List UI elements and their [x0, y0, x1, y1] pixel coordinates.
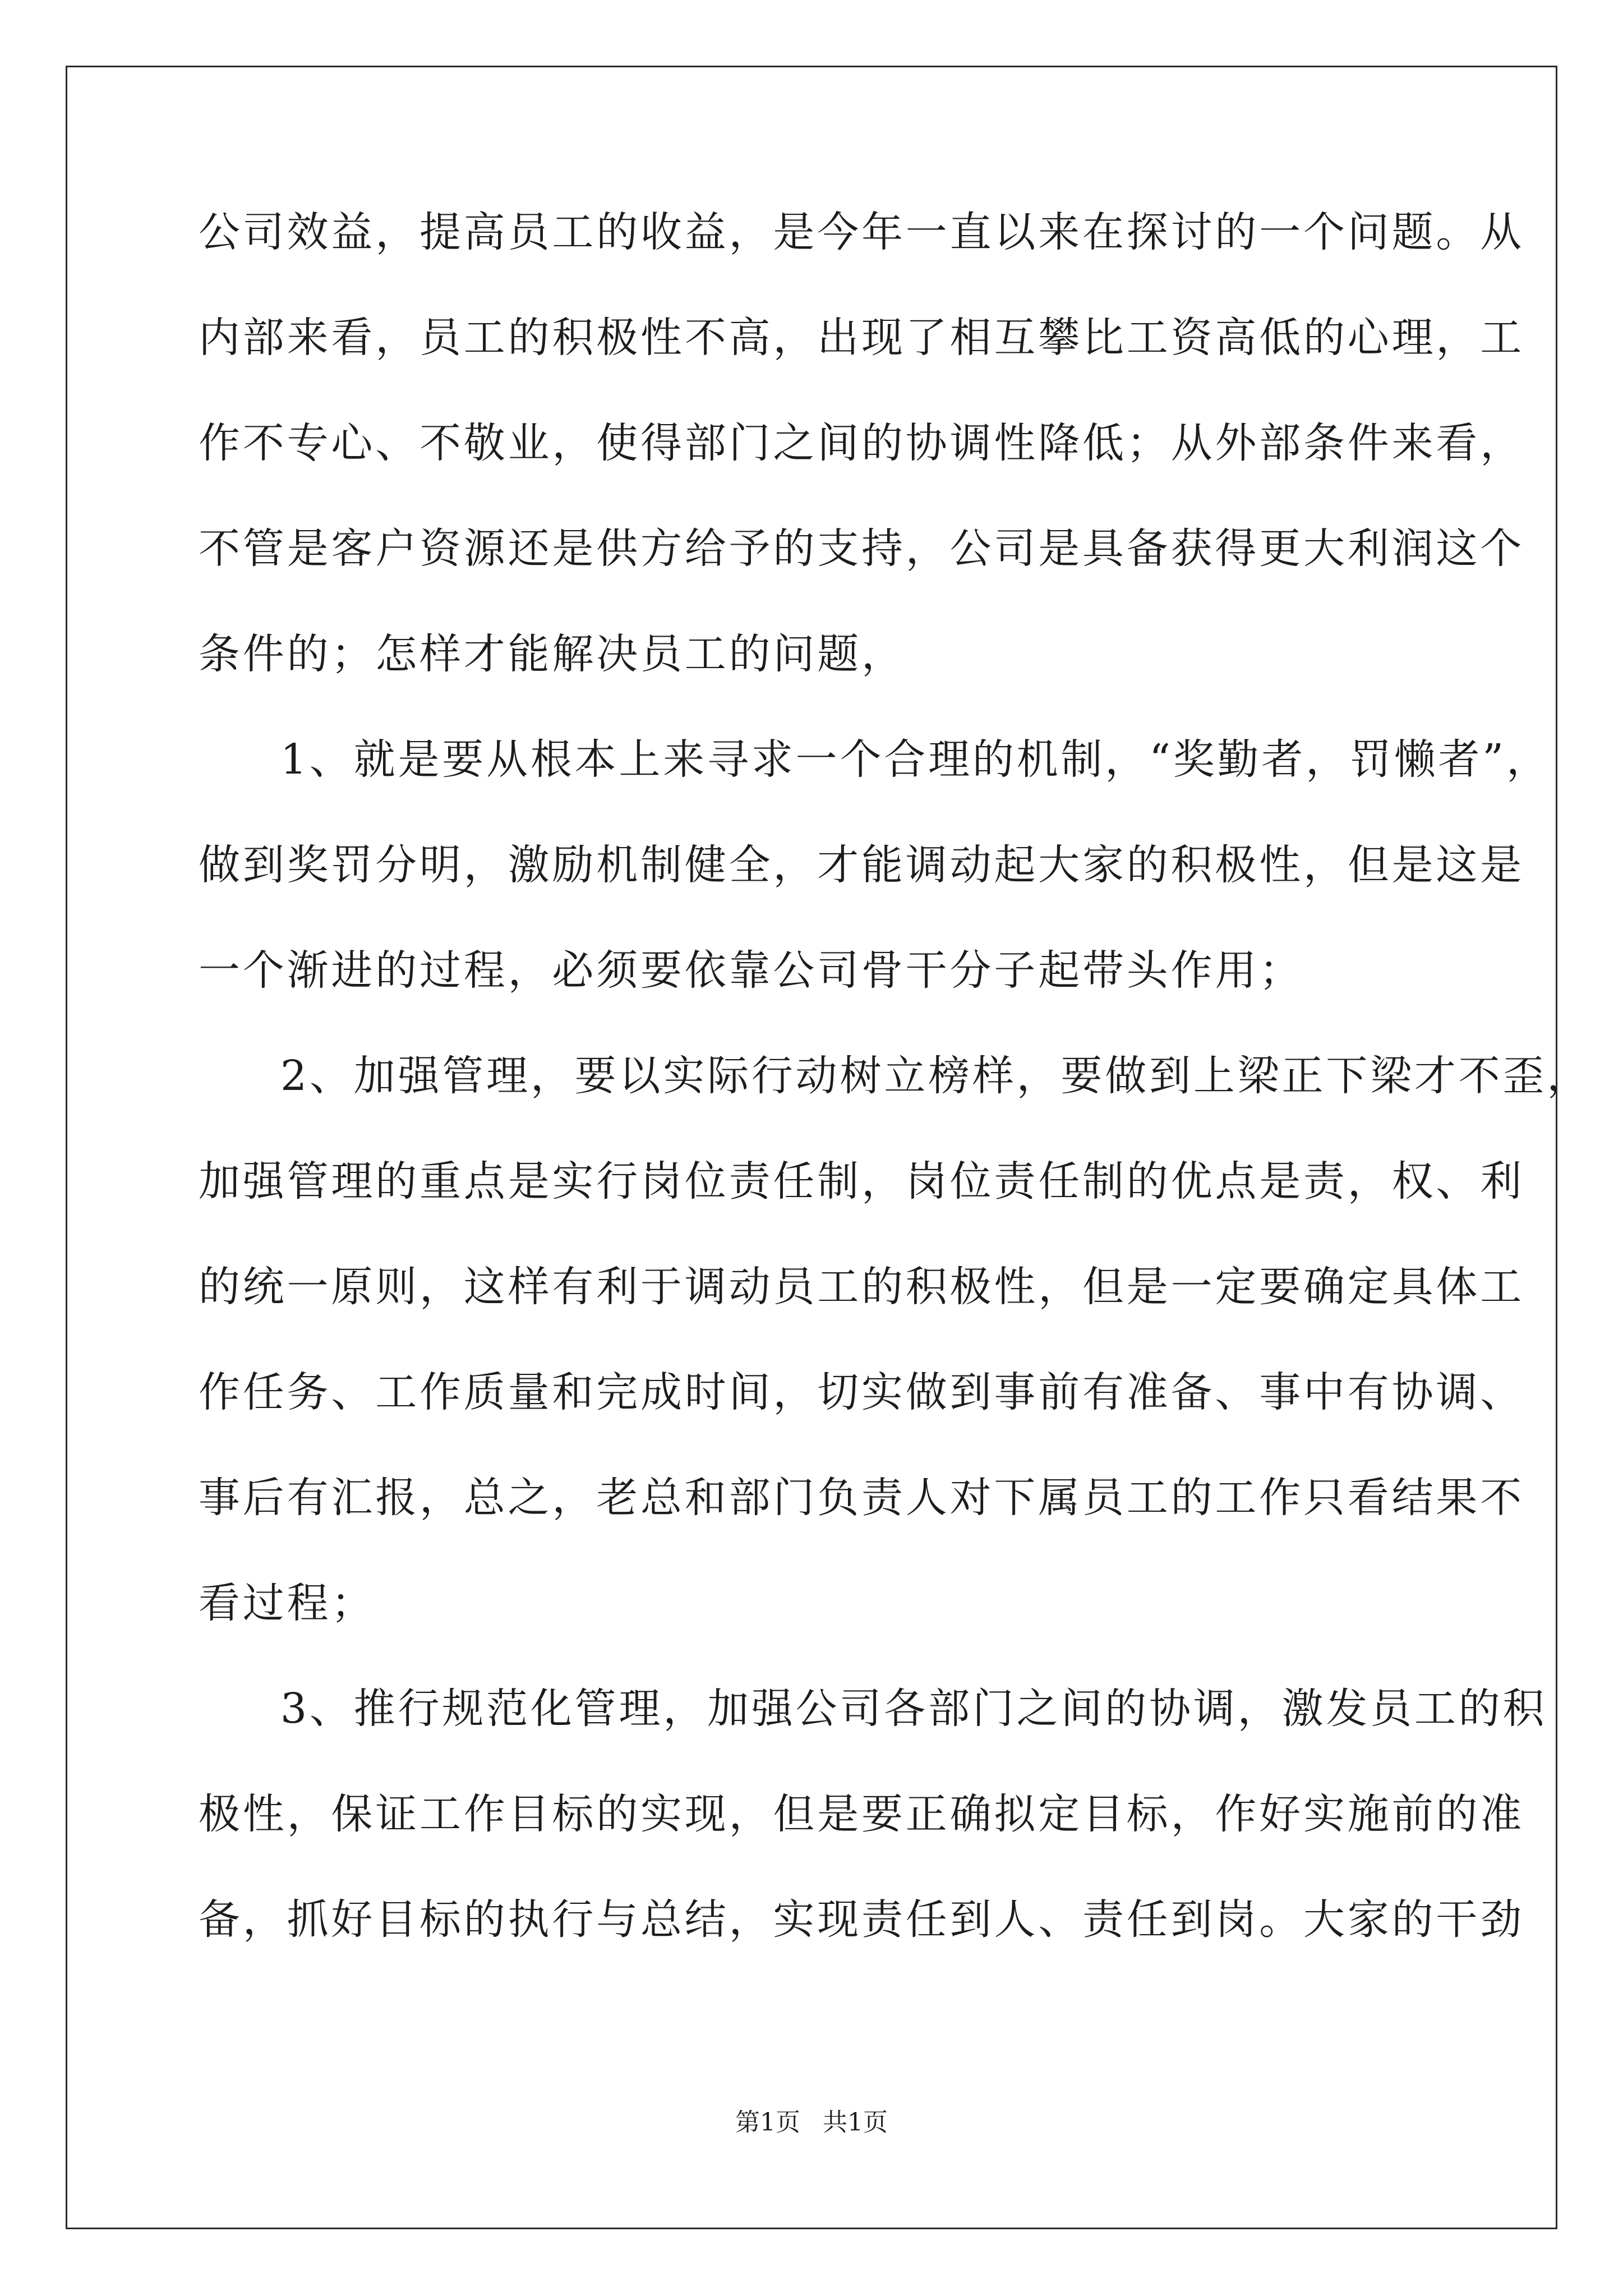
paragraph-line: 看过程； [199, 1579, 376, 1627]
document-body [199, 208, 1592, 2004]
paragraph-line: 内部来看，员工的积极性不高，出现了相互攀比工资高低的心理，工 [199, 314, 1524, 362]
paragraph-line: 条件的；怎样才能解决员工的问题， [199, 630, 906, 678]
paragraph-line: 的统一原则，这样有利于调动员工的积极性，但是一定要确定具体工 [199, 1263, 1524, 1311]
paragraph-line: 1、就是要从根本上来寻求一个合理的机制，“奖勤者，罚懒者”， [280, 735, 1551, 784]
paragraph-line: 不管是客户资源还是供方给予的支持，公司是具备获得更大利润这个 [199, 524, 1524, 573]
paragraph-line: 极性，保证工作目标的实现，但是要正确拟定目标，作好实施前的准 [199, 1790, 1524, 1838]
page-footer: 第1页 共1页 [735, 2108, 888, 2137]
paragraph-line: 事后有汇报，总之，老总和部门负责人对下属员工的工作只看结果不 [199, 1474, 1524, 1522]
paragraph-line: 一个渐进的过程，必须要依靠公司骨干分子起带头作用； [199, 946, 1303, 995]
paragraph-line: 公司效益，提高员工的收益，是今年一直以来在探讨的一个问题。从 [199, 208, 1524, 256]
paragraph-line: 作不专心、不敬业，使得部门之间的协调性降低；从外部条件来看， [199, 419, 1524, 467]
paragraph-line: 2、加强管理，要以实际行动树立榜样，要做到上梁正下梁才不歪， [280, 1052, 1592, 1100]
paragraph-line: 加强管理的重点是实行岗位责任制，岗位责任制的优点是责，权、利 [199, 1157, 1524, 1205]
paragraph-line: 3、推行规范化管理，加强公司各部门之间的协调，激发员工的积 [280, 1685, 1547, 1733]
paragraph-line: 作任务、工作质量和完成时间，切实做到事前有准备、事中有协调、 [199, 1368, 1524, 1416]
paragraph-line: 备，抓好目标的执行与总结，实现责任到人、责任到岗。大家的干劲 [199, 1895, 1524, 1944]
paragraph-line: 做到奖罚分明，激励机制健全，才能调动起大家的积极性，但是这是 [199, 841, 1524, 889]
